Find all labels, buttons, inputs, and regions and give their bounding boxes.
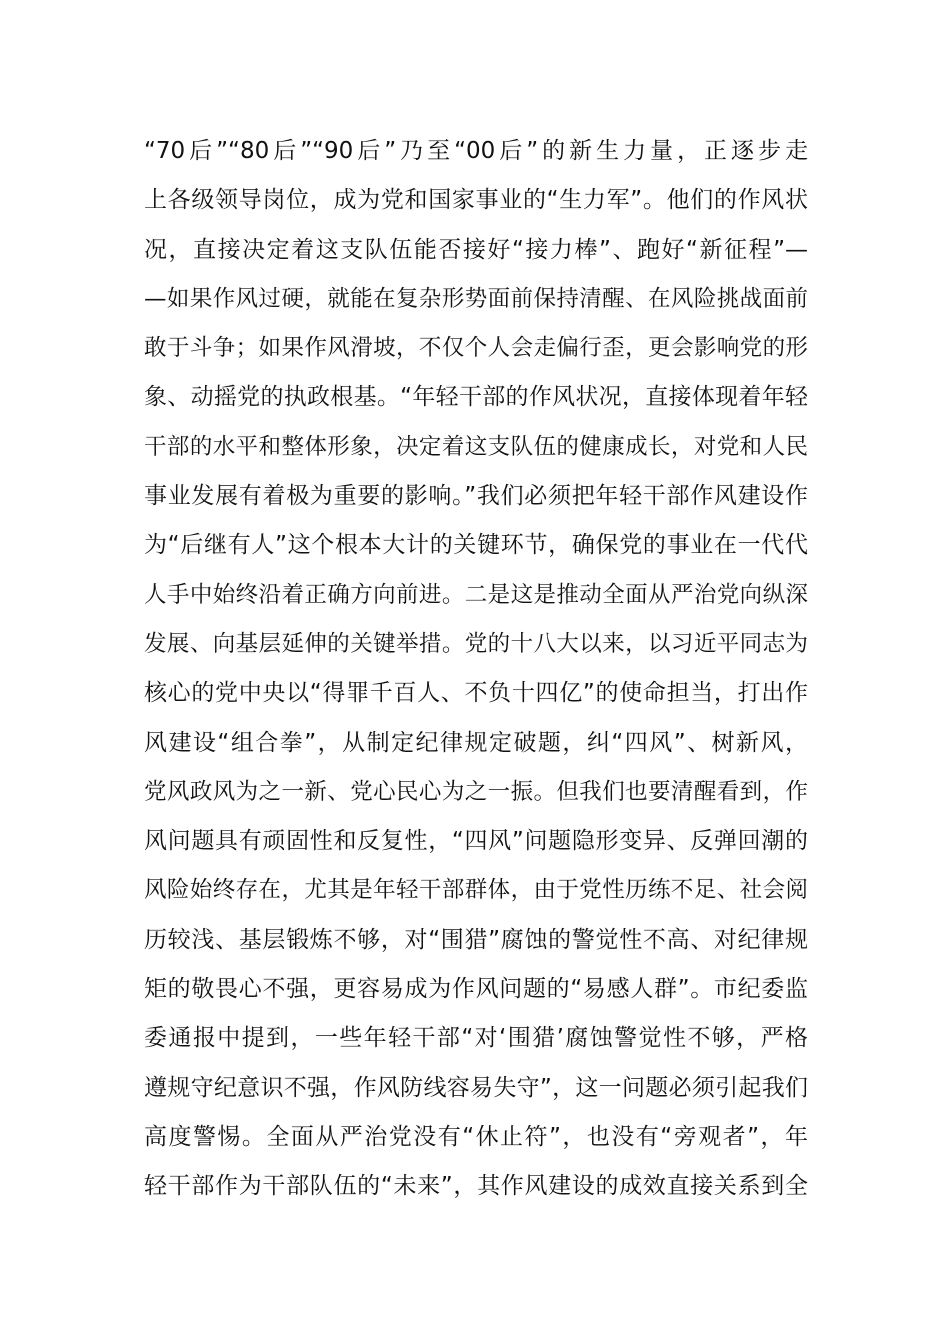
text-line: 风问题具有顽固性和反复性，“四风”问题隐形变异、反弹回潮的 [144, 828, 808, 855]
text-line: 历较浅、基层锻炼不够，对“围猎”腐蚀的警觉性不高、对纪律规 [144, 926, 808, 953]
text-line: 上各级领导岗位，成为党和国家事业的“生力军”。他们的作风状 [144, 187, 808, 214]
text-line: 风建设“组合拳”，从制定纪律规定破题，纠“四风”、树新风， [144, 729, 808, 756]
text-line: “70后”“80后”“90后”乃至“00后”的新生力量，正逐步走 [144, 138, 808, 164]
text-line: 遵规守纪意识不强，作风防线容易失守”，这一问题必须引起我们 [144, 1074, 808, 1101]
text-line: 矩的敬畏心不强，更容易成为作风问题的“易感人群”。市纪委监 [144, 976, 808, 1003]
text-line: 发展、向基层延伸的关键举措。党的十八大以来，以习近平同志为 [144, 630, 808, 657]
text-line: 高度警惕。全面从严治党没有“休止符”，也没有“旁观者”，年 [144, 1123, 808, 1150]
text-line: 干部的水平和整体形象，决定着这支队伍的健康成长，对党和人民 [144, 433, 808, 460]
text-line: —如果作风过硬，就能在复杂形势面前保持清醒、在风险挑战面前 [144, 285, 808, 312]
body-text [144, 127, 808, 1212]
text-line: 为“后继有人”这个根本大计的关键环节，确保党的事业在一代代 [144, 532, 808, 559]
text-line: 党风政风为之一新、党心民心为之一振。但我们也要清醒看到，作 [144, 778, 808, 805]
text-line: 风险始终存在，尤其是年轻干部群体，由于党性历练不足、社会阅 [144, 877, 808, 904]
text-line: 事业发展有着极为重要的影响。”我们必须把年轻干部作风建设作 [144, 483, 808, 510]
text-line: 委通报中提到，一些年轻干部“对‘围猎’腐蚀警觉性不够，严格 [144, 1025, 808, 1052]
text-line: 象、动摇党的执政根基。“年轻干部的作风状况，直接体现着年轻 [144, 384, 808, 411]
text-line: 敢于斗争；如果作风滑坡，不仅个人会走偏行歪，更会影响党的形 [144, 335, 808, 362]
text-line: 轻干部作为干部队伍的“未来”，其作风建设的成效直接关系到全 [144, 1173, 808, 1200]
text-line: 况，直接决定着这支队伍能否接好“接力棒”、跑好“新征程”— [144, 236, 808, 263]
text-line: 核心的党中央以“得罪千百人、不负十四亿”的使命担当，打出作 [144, 680, 808, 707]
text-line: 人手中始终沿着正确方向前进。二是这是推动全面从严治党向纵深 [144, 581, 808, 608]
